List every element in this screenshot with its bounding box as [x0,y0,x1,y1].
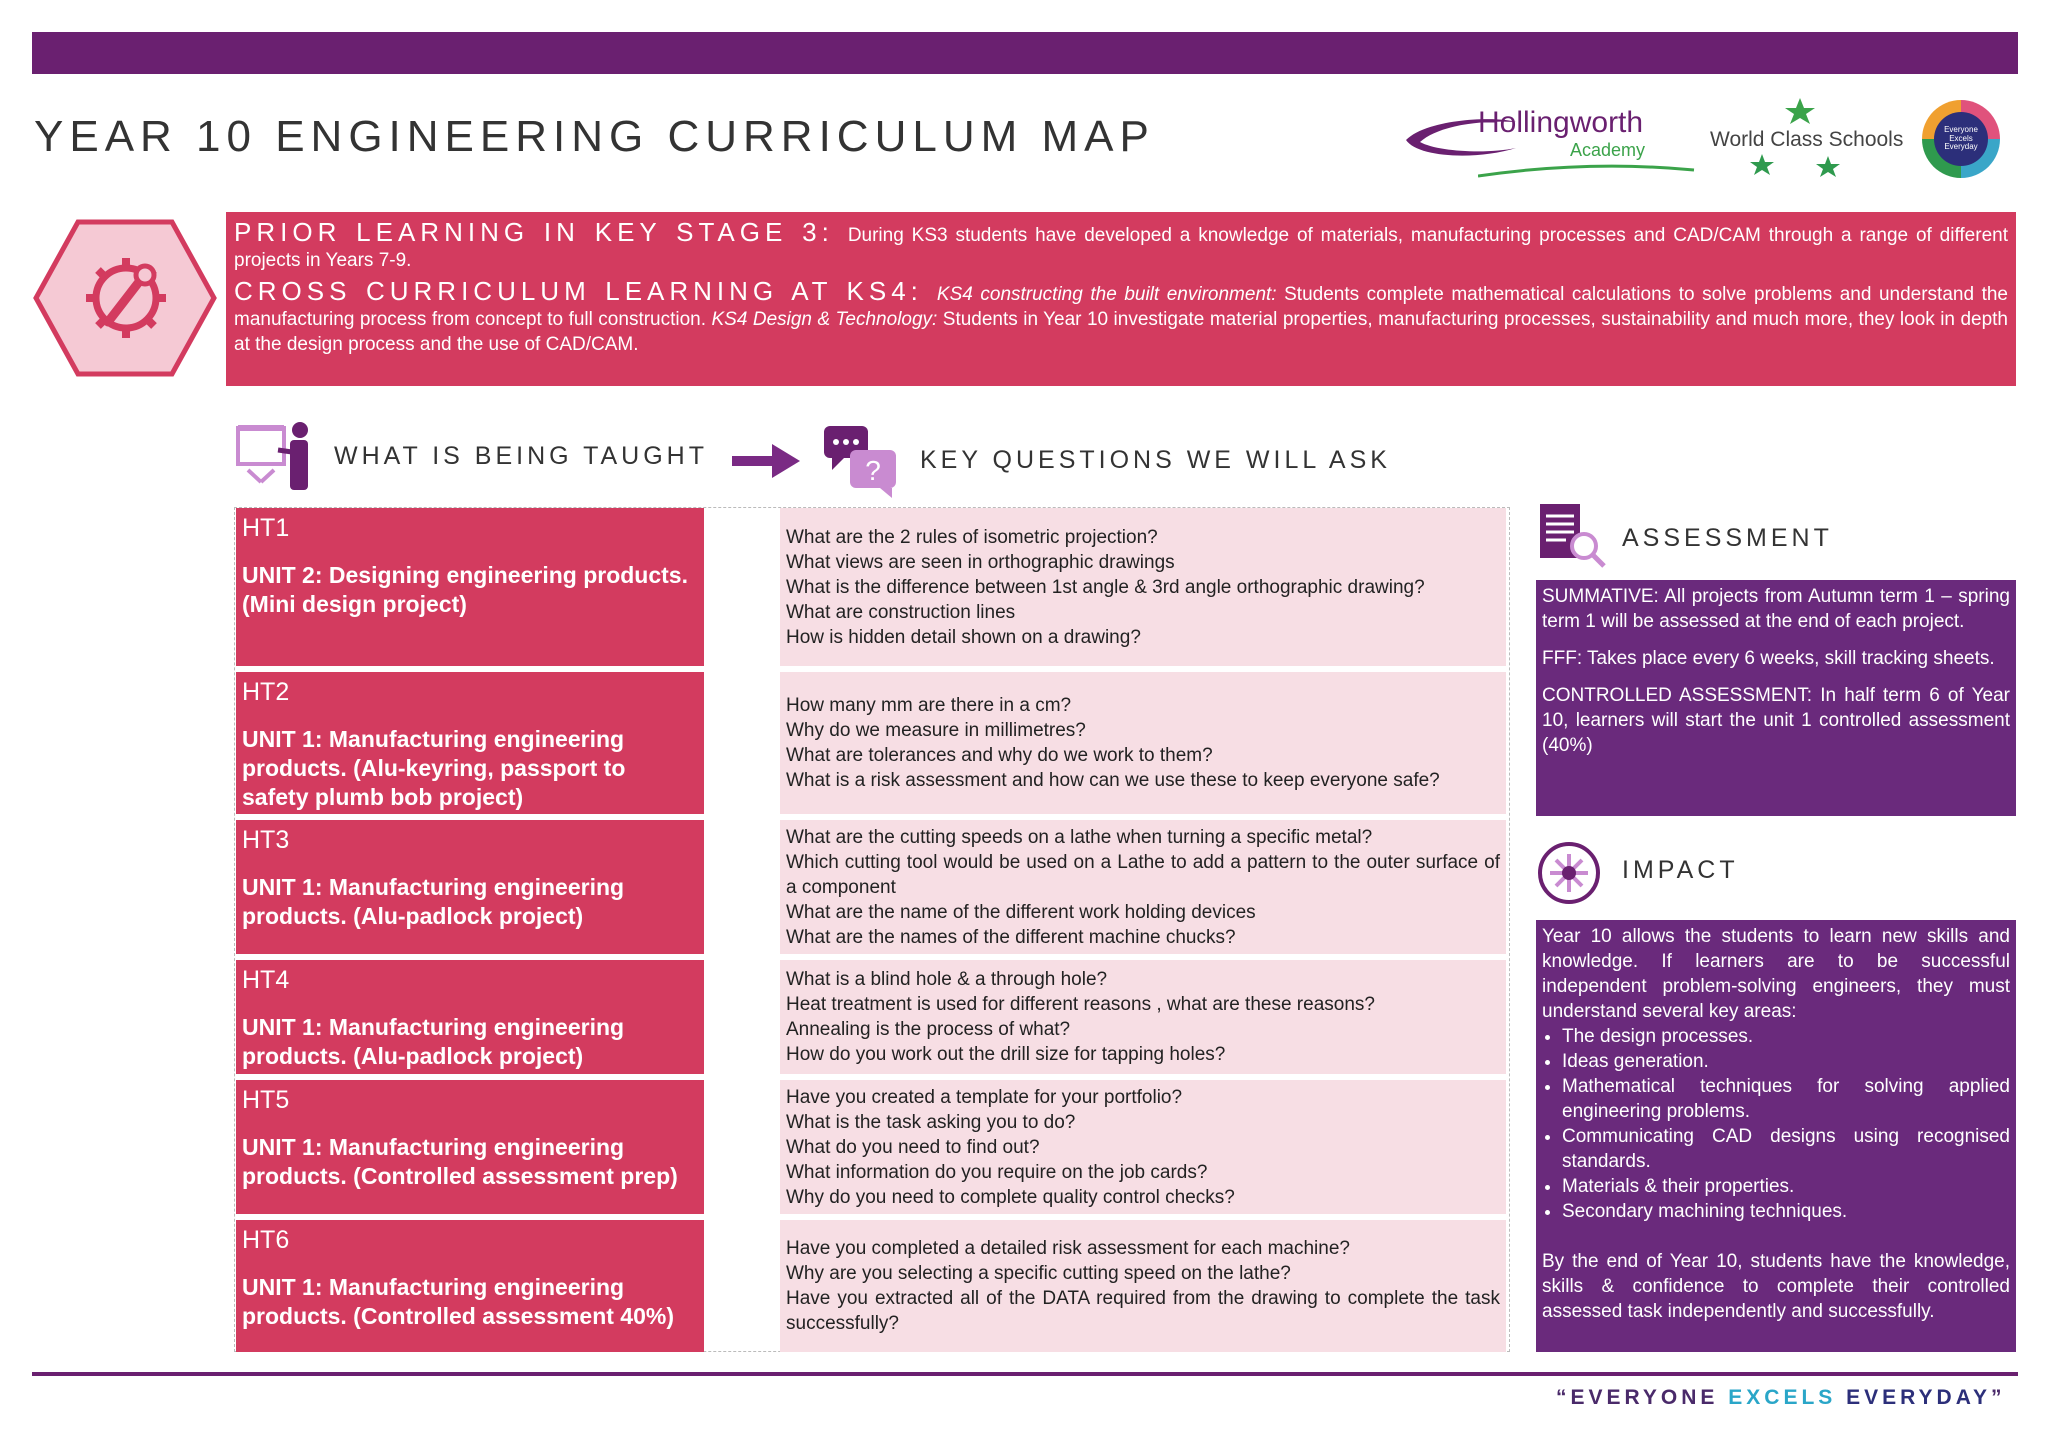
impact-bullet: • The design processes. [1562,1024,2010,1049]
cross-italic-2: KS4 Design & Technology: [711,309,938,330]
impact-intro: Year 10 allows the students to learn new skills and knowledge. If learners are to be successful independent problem-solving engineers, they must understand several key areas: [1542,926,2010,1022]
taught-heading: WHAT IS BEING TAUGHT [334,442,709,470]
question: What is a risk assessment and how can we use these to keep everyone safe? [786,770,1440,791]
questions-heading: KEY QUESTIONS WE WILL ASK [920,446,1391,474]
badge-text: Everyone Excels Everyday [1934,112,1988,166]
question: What is a blind hole & a through hole? [786,969,1108,990]
unit-term: HT3 [242,826,290,854]
unit-title: UNIT 1: Manufacturing engineering products. (Alu-padlock project) [242,874,625,929]
assessment-controlled: CONTROLLED ASSESSMENT: In half term 6 of Year 10, learners will start the unit 1 controlled assessment (40%) [1542,685,2010,756]
assessment-fff: FFF: Takes place every 6 weeks, skill tracking sheets. [1542,648,1995,669]
question: What are tolerances and why do we work to them? [786,745,1213,766]
cross-body-1: Students complete mathematical calculations to solve problems and understand the manufacturing process from concept to full construction. [234,284,2008,330]
cross-body-2: Students in Year 10 investigate material properties, manufacturing processes, sustainability and much more, they look in depth at the design process and the use of CAD/CAM. [234,309,2008,355]
question: What is the task asking you to do? [786,1111,1076,1133]
question: What are the 2 rules of isometric projection? [786,526,1158,548]
question-list [786,1236,1500,1336]
questions-ht5 [780,1080,1506,1214]
question-list [786,1085,1235,1210]
question: Why are you selecting a specific cutting speed on the lathe? [786,1263,1291,1284]
question: What information do you require on the job cards? [786,1161,1208,1183]
impact-bullet: • Ideas generation. [1562,1049,2010,1074]
question-list [786,693,1440,793]
unit-term: HT2 [242,678,290,706]
question-list [786,525,1425,650]
unit-term: HT4 [242,966,290,994]
bottom-rule [32,1372,2018,1376]
questions-ht3 [780,820,1506,954]
question: Which cutting tool would be used on a Lathe to add a pattern to the outer surface of a component [786,851,1500,898]
impact-bullet: • Communicating CAD designs using recognised standards. [1562,1124,2010,1174]
arrow-right-icon [732,444,800,478]
motto-word-excels: EXCELS [1728,1386,1837,1409]
question: How many mm are there in a cm? [786,695,1072,716]
questions-ht6 [780,1220,1506,1352]
motto [1556,1386,2005,1410]
unit-title: UNIT 1: Manufacturing engineering products. (Alu-padlock project) [242,1014,625,1069]
impact-bullet: • Mathematical techniques for solving applied engineering problems. [1562,1074,2010,1124]
assessment-heading: ASSESSMENT [1622,524,1833,552]
question: What are construction lines [786,601,1016,623]
question: How do you work out the drill size for tapping holes? [786,1044,1226,1065]
question: What are the cutting speeds on a lathe when turning a specific metal? [786,826,1373,848]
question: Why do we measure in millimetres? [786,720,1086,741]
prior-learning-panel [226,212,2016,386]
cross-curriculum-heading: CROSS CURRICULUM LEARNING AT KS4: [234,276,923,306]
motto-word-everyday: EVERYDAY [1846,1386,1991,1409]
unit-ht2 [236,672,704,814]
impact-list [1542,1024,2010,1224]
questions-ht2 [780,672,1506,814]
assessment-document-icon [1536,502,1610,570]
impact-panel [1536,920,2016,1352]
question: Why do you need to complete quality control checks? [786,1186,1235,1208]
assessment-summative: SUMMATIVE: All projects from Autumn term 1 – spring term 1 will be assessed at the end of each project. [1542,586,2010,632]
question: What are the name of the different work holding devices [786,901,1256,923]
question: Heat treatment is used for different reasons , what are these reasons? [786,994,1375,1015]
engineering-hexagon-icon [32,218,218,378]
assessment-panel [1536,580,2016,816]
motto-word-everyone: EVERYONE [1570,1386,1719,1409]
question: Have you completed a detailed risk assessment for each machine? [786,1238,1350,1259]
school-badge [1922,100,2000,178]
green-swoosh-icon [1478,164,1698,184]
impact-icon [1536,840,1602,906]
questions-ht1 [780,508,1506,666]
unit-ht5 [236,1080,704,1214]
svg-text:?: ? [865,455,881,486]
unit-ht1 [236,508,704,666]
unit-ht3 [236,820,704,954]
question: Annealing is the process of what? [786,1019,1071,1040]
top-banner [32,32,2018,74]
cross-italic-1: KS4 constructing the built environment: [936,284,1277,305]
page-title: YEAR 10 ENGINEERING CURRICULUM MAP [34,112,1155,161]
motto-open-quote: “ [1556,1386,1571,1409]
questions-ht4 [780,960,1506,1074]
question: What are the names of the different machine chucks? [786,926,1236,948]
impact-bullet: • Materials & their properties. [1562,1174,2010,1199]
unit-term: HT1 [242,514,290,542]
question: How is hidden detail shown on a drawing? [786,626,1141,648]
logo-name: Hollingworth [1478,106,1644,139]
logo-sub: Academy [1570,140,1646,160]
impact-bullet: • Secondary machining techniques. [1562,1199,2010,1224]
unit-ht6 [236,1220,704,1352]
question-list [786,967,1375,1067]
unit-ht4 [236,960,704,1074]
question: Have you extracted all of the DATA required from the drawing to complete the task successfully? [786,1288,1500,1334]
unit-term: HT6 [242,1226,290,1254]
question-bubbles-icon [822,424,902,500]
unit-title: UNIT 1: Manufacturing engineering products. (Alu-keyring, passport to safety plumb bob project) [242,726,626,810]
question: What do you need to find out? [786,1136,1040,1158]
prior-learning-text [234,217,2008,273]
unit-title: UNIT 1: Manufacturing engineering products. (Controlled assessment 40%) [242,1274,674,1329]
question: What is the difference between 1st angle & 3rd angle orthographic drawing? [786,576,1425,598]
motto-close-quote: ” [1990,1386,2006,1409]
unit-title: UNIT 2: Designing engineering products. (Mini design project) [242,562,688,617]
impact-heading: IMPACT [1622,856,1739,884]
world-class-schools-logo: World Class Schools [1710,128,1904,151]
teacher-board-icon [234,420,316,492]
prior-learning-body: During KS3 students have developed a knowledge of materials, manufacturing processes and CAD/CAM through a range of different projects in Years 7-9. [234,225,2008,271]
question-list [786,825,1500,950]
question: What views are seen in orthographic drawings [786,551,1175,573]
cross-curriculum-text [234,276,2008,357]
question: Have you created a template for your portfolio? [786,1086,1183,1108]
unit-title: UNIT 1: Manufacturing engineering products. (Controlled assessment prep) [242,1134,678,1189]
impact-outro: By the end of Year 10, students have the knowledge, skills & confidence to complete their controlled assessed task independently and successfully. [1542,1251,2010,1322]
unit-term: HT5 [242,1086,290,1114]
hollingworth-logo [1398,106,1698,186]
prior-learning-heading: PRIOR LEARNING IN KEY STAGE 3: [234,217,834,247]
